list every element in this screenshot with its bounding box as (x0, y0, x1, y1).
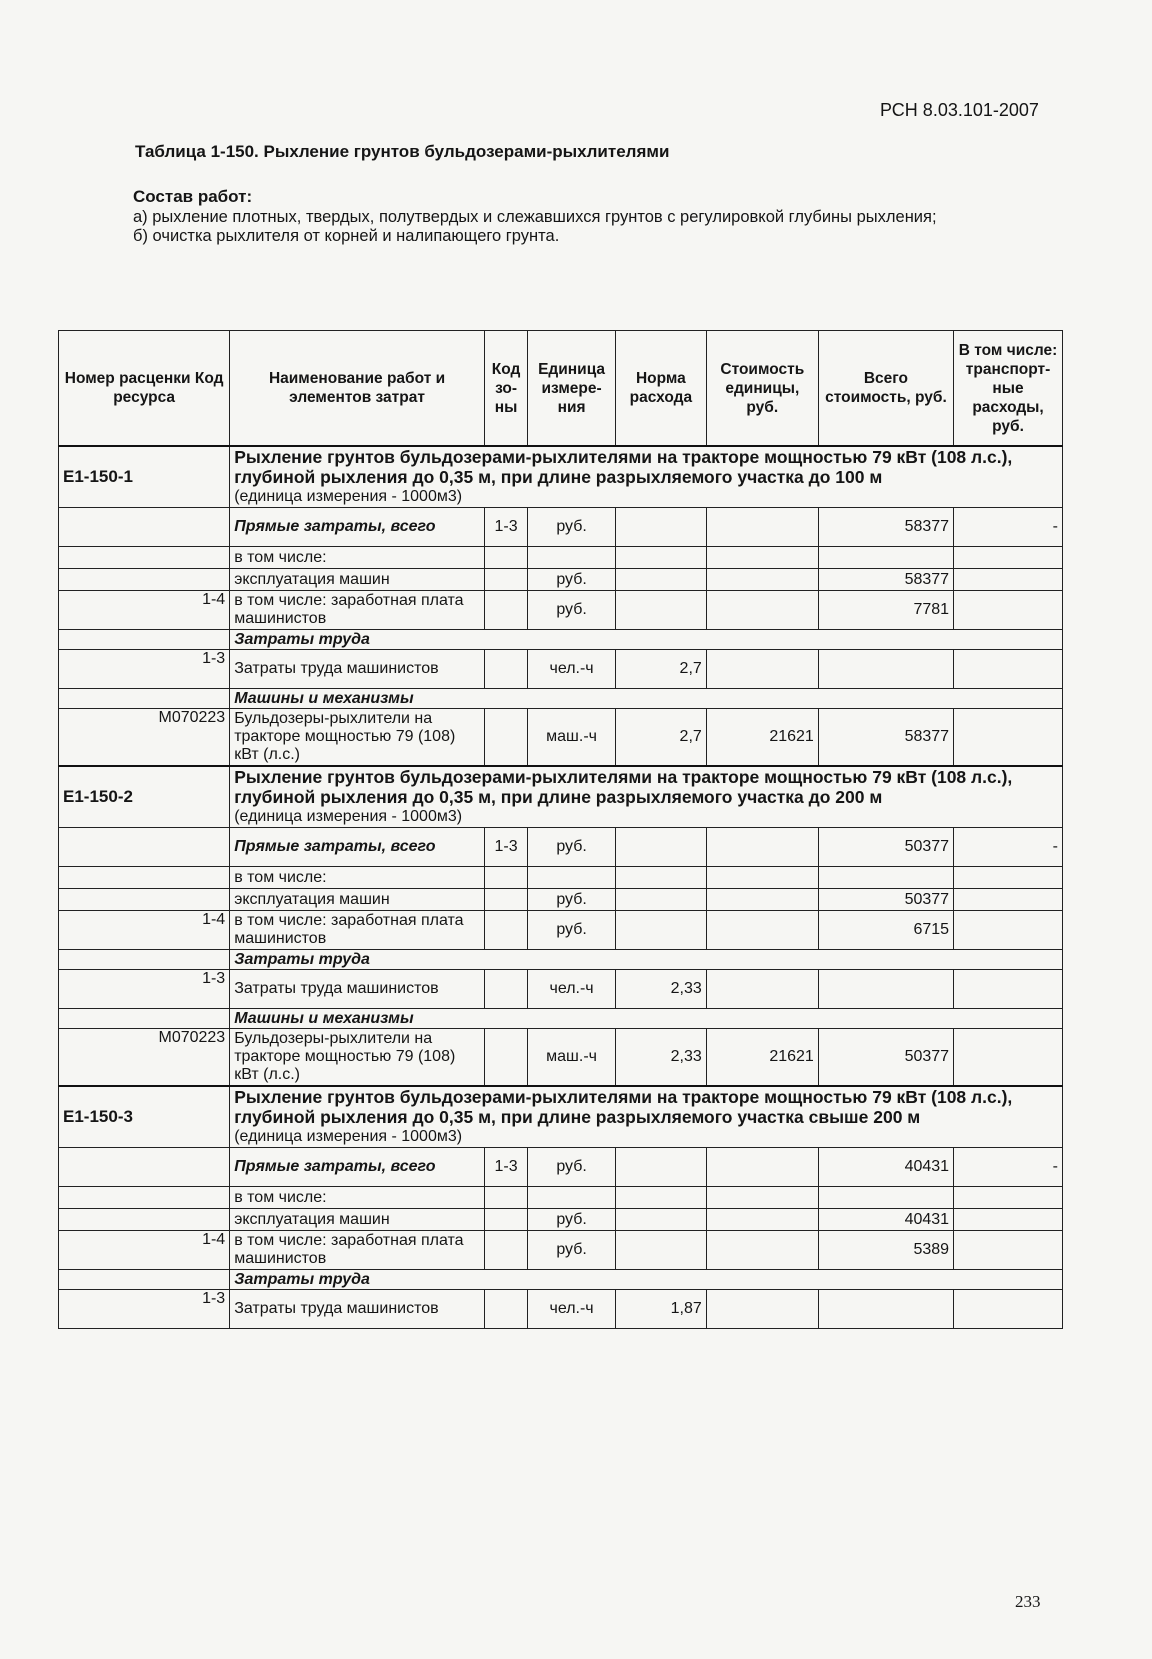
total-cost: 50377 (818, 828, 953, 867)
total-cost: 58377 (818, 569, 953, 591)
rate-title: Рыхление грунтов бульдозерами-рыхлителями на тракторе мощностью 79 кВт (108 л.с.), глубиной рыхления до 0,35 м, при длине разрыхляемого участка до 100 м (234, 447, 1013, 487)
rate-section (59, 1086, 1063, 1329)
zone-code: 1-4 (59, 591, 230, 630)
zone-code: 1-3 (59, 970, 230, 1009)
including-label: в том числе: (230, 867, 485, 889)
composition-heading: Состав работ: (133, 187, 253, 206)
page-number: 233 (1015, 1592, 1041, 1611)
rate-section (59, 766, 1063, 1086)
table-row (59, 591, 1063, 630)
unit: чел.-ч (528, 1290, 616, 1329)
unit: руб. (528, 508, 616, 547)
unit: руб. (528, 911, 616, 950)
direct-costs-label: Прямые затраты, всего (230, 508, 485, 547)
section-header-row (59, 1086, 1063, 1148)
rate-section (59, 446, 1063, 766)
table-row (59, 508, 1063, 547)
unit: руб. (528, 1148, 616, 1187)
labor-heading: Затраты труда (230, 950, 1063, 970)
machine-operation-label: эксплуатация машин (230, 569, 485, 591)
document-code: РСН 8.03.101-2007 (880, 100, 1039, 120)
col-header-norm: Норма расхода (615, 331, 706, 447)
table-row (59, 1029, 1063, 1087)
rate-title-cell (230, 446, 1063, 508)
unit: руб. (528, 591, 616, 630)
col-header-zone: Код зо-ны (484, 331, 527, 447)
wages-label: в том числе: заработная плата машинистов (230, 591, 485, 630)
zone-code: 1-3 (484, 508, 527, 547)
unit: руб. (528, 1209, 616, 1231)
table-row (59, 911, 1063, 950)
total-cost: 40431 (818, 1209, 953, 1231)
work-composition (60, 187, 1050, 246)
col-header-total: Всего стоимость, руб. (818, 331, 953, 447)
rate-title: Рыхление грунтов бульдозерами-рыхлителями на тракторе мощностью 79 кВт (108 л.с.), глубиной рыхления до 0,35 м, при длине разрыхляемого участка до 200 м (234, 767, 1013, 807)
col-header-code: Номер расценки Код ресурса (59, 331, 230, 447)
unit: чел.-ч (528, 650, 616, 689)
total-cost: 6715 (818, 911, 953, 950)
rate-unit-note: (единица измерения - 1000м3) (234, 1128, 463, 1145)
total-cost: 50377 (818, 1029, 953, 1087)
labor-heading: Затраты труда (230, 630, 1063, 650)
unit: маш.-ч (528, 1029, 616, 1087)
total-cost: 50377 (818, 889, 953, 911)
machines-heading: Машины и механизмы (230, 689, 1063, 709)
unit-cost: 21621 (706, 709, 818, 767)
table-row (59, 867, 1063, 889)
norm: 2,7 (615, 709, 706, 767)
machine-label: Бульдозеры-рыхлители на тракторе мощностью 79 (108) кВт (л.с.) (230, 1029, 485, 1087)
norm: 2,33 (615, 970, 706, 1009)
table-row (59, 1187, 1063, 1209)
transport-cost: - (954, 1148, 1063, 1187)
transport-cost: - (954, 508, 1063, 547)
group-heading-row (59, 689, 1063, 709)
direct-costs-label: Прямые затраты, всего (230, 1148, 485, 1187)
group-heading-row (59, 1009, 1063, 1029)
table-title: Таблица 1-150. Рыхление грунтов бульдозерами-рыхлителями (135, 142, 670, 161)
labor-label: Затраты труда машинистов (230, 970, 485, 1009)
zone-code: 1-3 (484, 1148, 527, 1187)
col-header-transport: В том числе: транспорт-ные расходы, руб. (954, 331, 1063, 447)
unit: руб. (528, 569, 616, 591)
wages-label: в том числе: заработная плата машинистов (230, 1231, 485, 1270)
rate-title-cell (230, 766, 1063, 828)
machines-heading: Машины и механизмы (230, 1009, 1063, 1029)
unit-cost: 21621 (706, 1029, 818, 1087)
table-row (59, 547, 1063, 569)
rate-title: Рыхление грунтов бульдозерами-рыхлителями на тракторе мощностью 79 кВт (108 л.с.), глубиной рыхления до 0,35 м, при длине разрыхляемого участка свыше 200 м (234, 1087, 1013, 1127)
table-row (59, 1231, 1063, 1270)
total-cost: 5389 (818, 1231, 953, 1270)
table-row (59, 569, 1063, 591)
section-header-row (59, 446, 1063, 508)
rate-code: Е1-150-1 (59, 446, 230, 508)
resource-code: М070223 (59, 709, 230, 767)
norm: 2,33 (615, 1029, 706, 1087)
unit: руб. (528, 828, 616, 867)
table-row (59, 970, 1063, 1009)
including-label: в том числе: (230, 547, 485, 569)
composition-item-b: б) очистка рыхлителя от корней и налипающего грунта. (133, 227, 560, 245)
direct-costs-label: Прямые затраты, всего (230, 828, 485, 867)
table-row (59, 1290, 1063, 1329)
group-heading-row (59, 630, 1063, 650)
resource-code: М070223 (59, 1029, 230, 1087)
zone-code: 1-3 (59, 650, 230, 689)
unit: чел.-ч (528, 970, 616, 1009)
group-heading-row (59, 950, 1063, 970)
table-row (59, 889, 1063, 911)
total-cost: 7781 (818, 591, 953, 630)
group-heading-row (59, 1270, 1063, 1290)
labor-label: Затраты труда машинистов (230, 650, 485, 689)
col-header-name: Наименование работ и элементов затрат (230, 331, 485, 447)
total-cost: 40431 (818, 1148, 953, 1187)
rate-code: Е1-150-2 (59, 766, 230, 828)
zone-code: 1-3 (484, 828, 527, 867)
table-header-row (59, 331, 1063, 447)
transport-cost: - (954, 828, 1063, 867)
including-label: в том числе: (230, 1187, 485, 1209)
labor-label: Затраты труда машинистов (230, 1290, 485, 1329)
norm: 1,87 (615, 1290, 706, 1329)
norm: 2,7 (615, 650, 706, 689)
wages-label: в том числе: заработная плата машинистов (230, 911, 485, 950)
rate-title-cell (230, 1086, 1063, 1148)
labor-heading: Затраты труда (230, 1270, 1063, 1290)
unit: руб. (528, 1231, 616, 1270)
section-header-row (59, 766, 1063, 828)
total-cost: 58377 (818, 709, 953, 767)
zone-code: 1-3 (59, 1290, 230, 1329)
table-row (59, 828, 1063, 867)
machine-label: Бульдозеры-рыхлители на тракторе мощностью 79 (108) кВт (л.с.) (230, 709, 485, 767)
machine-operation-label: эксплуатация машин (230, 1209, 485, 1231)
table-row (59, 1209, 1063, 1231)
unit: маш.-ч (528, 709, 616, 767)
table-row (59, 1148, 1063, 1187)
rate-unit-note: (единица измерения - 1000м3) (234, 808, 463, 825)
machine-operation-label: эксплуатация машин (230, 889, 485, 911)
rate-code: Е1-150-3 (59, 1086, 230, 1148)
col-header-unit-cost: Стоимость единицы, руб. (706, 331, 818, 447)
col-header-unit: Единица измере-ния (528, 331, 616, 447)
rates-table (58, 330, 1063, 1329)
composition-item-a: а) рыхление плотных, твердых, полутвердых и слежавшихся грунтов с регулировкой глубины рыхления; (133, 208, 937, 226)
zone-code: 1-4 (59, 911, 230, 950)
table-row (59, 650, 1063, 689)
table-row (59, 709, 1063, 767)
total-cost: 58377 (818, 508, 953, 547)
rate-unit-note: (единица измерения - 1000м3) (234, 488, 463, 505)
zone-code: 1-4 (59, 1231, 230, 1270)
unit: руб. (528, 889, 616, 911)
